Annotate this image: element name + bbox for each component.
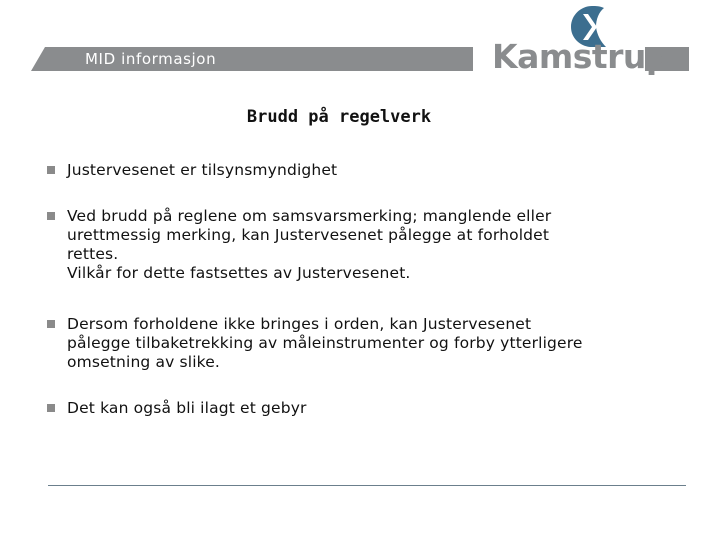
- bullet-line: pålegge tilbaketrekking av måleinstrumenter og forby ytterligere: [67, 334, 583, 352]
- bullet-line: omsetning av slike.: [67, 353, 221, 371]
- bullet-item-2: [67, 207, 707, 283]
- bullet-item-3: [67, 315, 707, 372]
- footer-divider: [48, 485, 686, 486]
- bullet-line: Vilkår for dette fastsettes av Justervesenet.: [67, 264, 411, 282]
- bullet-line: Justervesenet er tilsynsmyndighet: [67, 161, 338, 179]
- bullet-item-4: [67, 399, 707, 418]
- bullet-marker: [47, 320, 55, 328]
- bullet-marker: [47, 212, 55, 220]
- bullet-marker: [47, 166, 55, 174]
- bullet-line: Dersom forholdene ikke bringes i orden, kan Justervesenet: [67, 315, 532, 333]
- bullet-line: Ved brudd på reglene om samsvarsmerking; manglende eller: [67, 207, 552, 225]
- header-title: MID informasjon: [85, 50, 217, 68]
- kamstrup-logo-text: Kamstrup: [492, 37, 670, 76]
- header-band: [0, 0, 720, 90]
- bullet-line: rettes.: [67, 245, 119, 263]
- page-title: Brudd på regelverk: [246, 107, 432, 127]
- bullet-line: urettmessig merking, kan Justervesenet pålegge at forholdet: [67, 226, 550, 244]
- bullet-marker: [47, 404, 55, 412]
- bullet-line: Det kan også bli ilagt et gebyr: [67, 399, 307, 417]
- bullet-item-1: [67, 161, 707, 180]
